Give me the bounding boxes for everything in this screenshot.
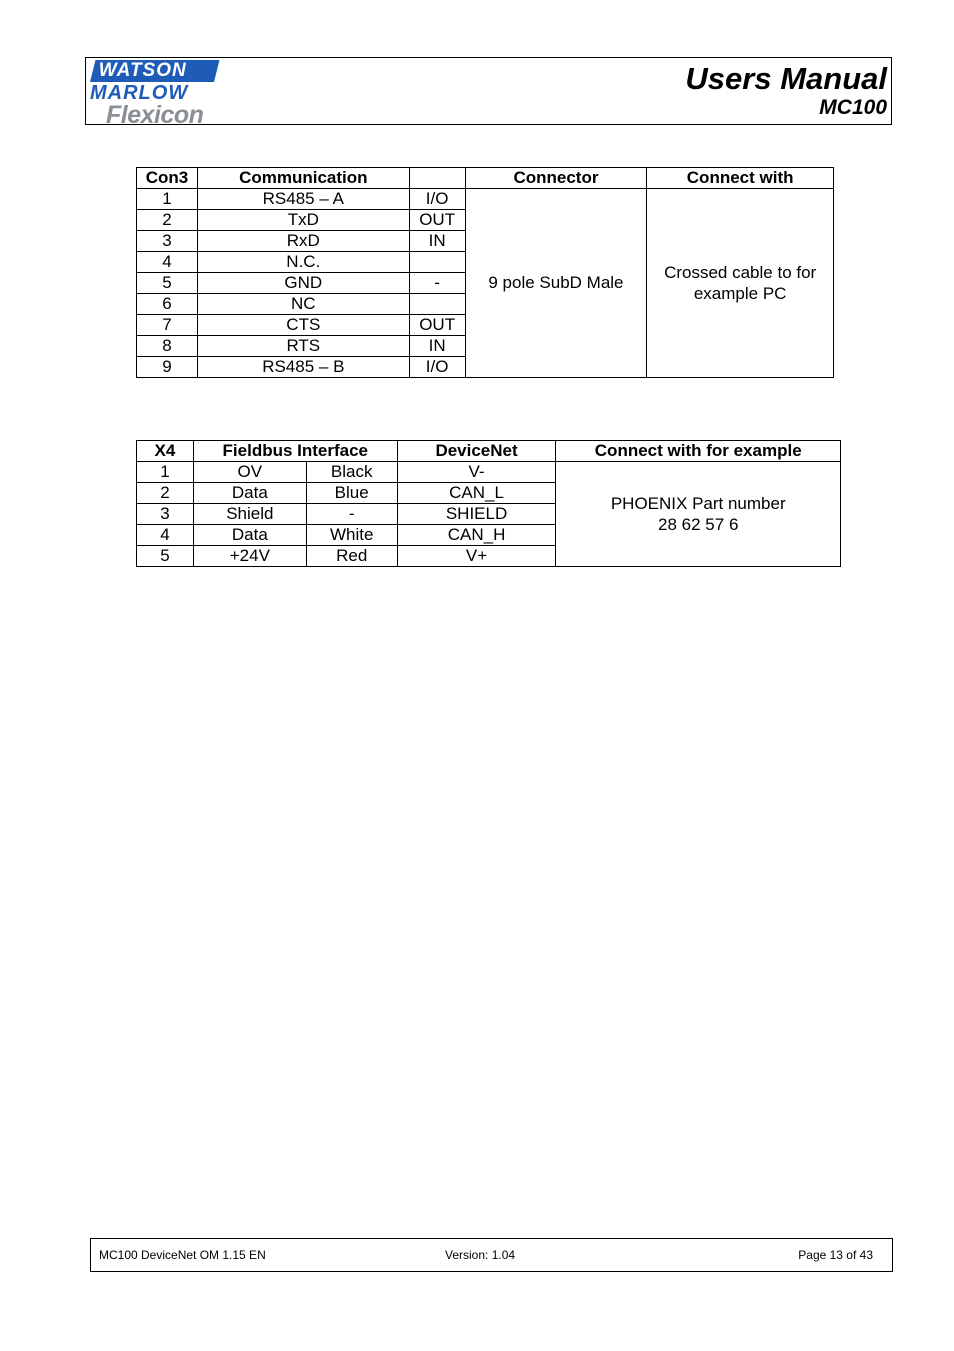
pin-cell: 3 (137, 231, 198, 252)
watson-marlow-flexicon-logo (90, 60, 220, 129)
signal-cell: Data (193, 525, 306, 546)
table-header-row (137, 441, 841, 462)
direction-cell: IN (409, 231, 465, 252)
pin-cell: 2 (137, 210, 198, 231)
connect-example-line2: 28 62 57 6 (658, 515, 739, 534)
logo-flexicon-text: Flexicon (106, 101, 204, 129)
column-header: Connect with for example (556, 441, 841, 462)
signal-cell: Shield (193, 504, 306, 525)
pin-cell: 1 (137, 189, 198, 210)
pin-cell: 4 (137, 525, 194, 546)
table-header-row (137, 168, 834, 189)
direction-cell (409, 294, 465, 315)
connector-cell: 9 pole SubD Male (465, 189, 647, 378)
signal-cell: RS485 – B (197, 357, 409, 378)
direction-cell: I/O (409, 357, 465, 378)
direction-cell: - (409, 273, 465, 294)
signal-cell: GND (197, 273, 409, 294)
devicenet-cell: CAN_H (397, 525, 556, 546)
direction-cell: OUT (409, 315, 465, 336)
logo-marlow-text: MARLOW (90, 82, 189, 104)
pin-cell: 1 (137, 462, 194, 483)
signal-cell: RxD (197, 231, 409, 252)
direction-cell: I/O (409, 189, 465, 210)
pin-cell: 5 (137, 273, 198, 294)
devicenet-cell: CAN_L (397, 483, 556, 504)
connect-with-cell: Crossed cable to for example PC (647, 189, 834, 378)
devicenet-cell: V- (397, 462, 556, 483)
direction-cell (409, 252, 465, 273)
footer-page-number: Page 13 of 43 (798, 1248, 873, 1262)
page-header (85, 57, 892, 129)
pin-cell: 9 (137, 357, 198, 378)
footer-document-id: MC100 DeviceNet OM 1.15 EN (99, 1248, 266, 1262)
signal-cell: TxD (197, 210, 409, 231)
column-header: Communication (197, 168, 409, 189)
connect-example-line1: PHOENIX Part number (610, 494, 786, 513)
pin-cell: 7 (137, 315, 198, 336)
signal-cell: N.C. (197, 252, 409, 273)
wire-color-cell: - (306, 504, 397, 525)
signal-cell: CTS (197, 315, 409, 336)
page-footer (90, 1238, 893, 1272)
column-header: Connect with (647, 168, 834, 189)
connect-example-cell (556, 462, 841, 567)
pin-cell: 4 (137, 252, 198, 273)
wire-color-cell: Blue (306, 483, 397, 504)
signal-cell: +24V (193, 546, 306, 567)
column-header: X4 (137, 441, 194, 462)
wire-color-cell: White (306, 525, 397, 546)
signal-cell: RTS (197, 336, 409, 357)
table-row (137, 462, 841, 483)
pin-cell: 5 (137, 546, 194, 567)
x4-devicenet-table (136, 440, 841, 567)
column-header: DeviceNet (397, 441, 556, 462)
wire-color-cell: Red (306, 546, 397, 567)
devicenet-cell: SHIELD (397, 504, 556, 525)
column-header: Con3 (137, 168, 198, 189)
document-subtitle: MC100 (819, 96, 887, 119)
pin-cell: 6 (137, 294, 198, 315)
wire-color-cell: Black (306, 462, 397, 483)
logo-watson-text: WATSON (98, 60, 187, 81)
con3-pinout-table (136, 167, 834, 378)
pin-cell: 8 (137, 336, 198, 357)
footer-version: Version: 1.04 (445, 1248, 516, 1262)
signal-cell: NC (197, 294, 409, 315)
pin-cell: 3 (137, 504, 194, 525)
devicenet-cell: V+ (397, 546, 556, 567)
table-row (137, 189, 834, 210)
pin-cell: 2 (137, 483, 194, 504)
direction-cell: IN (409, 336, 465, 357)
column-header: Connector (465, 168, 647, 189)
document-title: Users Manual (685, 61, 887, 96)
signal-cell: RS485 – A (197, 189, 409, 210)
column-header: Fieldbus Interface (193, 441, 397, 462)
column-header (409, 168, 465, 189)
signal-cell: Data (193, 483, 306, 504)
signal-cell: OV (193, 462, 306, 483)
direction-cell: OUT (409, 210, 465, 231)
